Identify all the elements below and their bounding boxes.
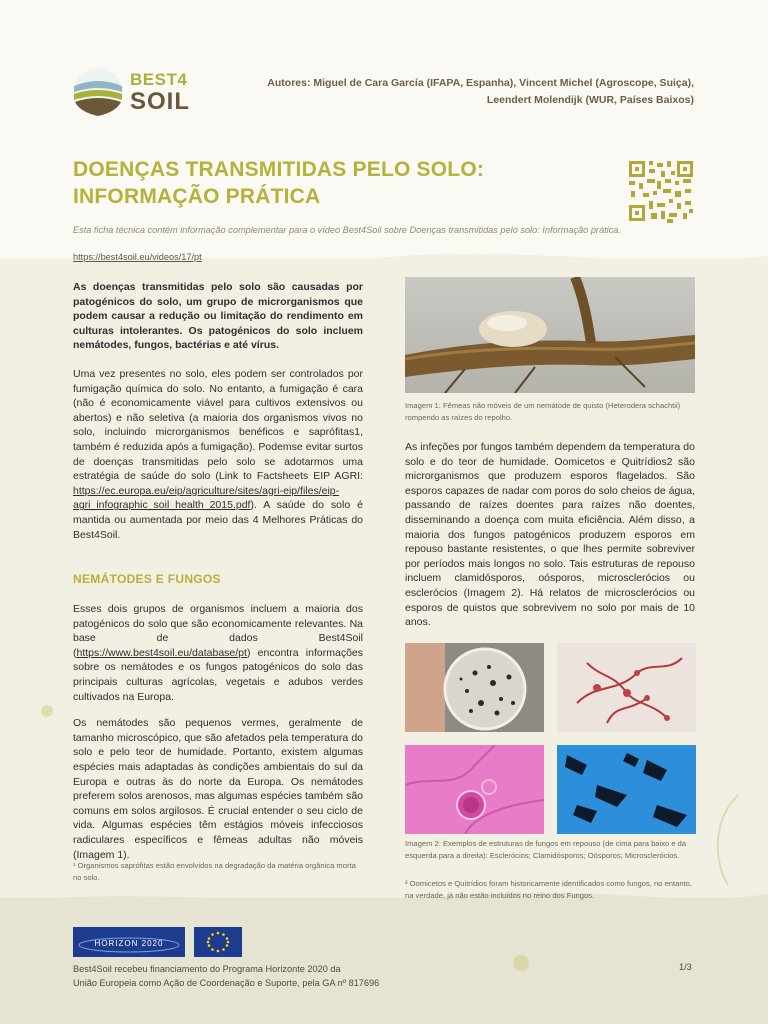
footnote-1: ¹ Organismos saprófitas estão envolvidos na degradação da matéria orgânica morta no solo.: [73, 861, 356, 882]
decorative-leaf: [708, 790, 748, 890]
horizon-2020-logo: [73, 927, 185, 957]
image-1-caption: Imagem 1: Fêmeas não móveis de um nemátode de quisto (Heterodera schachtii) rompendo as raízes do repolho.: [405, 401, 681, 422]
nematode-cyst-image: [405, 277, 695, 393]
page-number: 1/3: [679, 962, 692, 972]
paragraph-text: Uma vez presentes no solo, eles podem ser controlados por fumigação química do solo. No entanto, a fumigação é cara (não é economicamente viável para cultivos extensivos ou abertos) e não seletiva (a maioria dos organismos vivos no solo, incluindo microrganismos benéficos e saprófitas1, também é reduzida após a fumigação). Podemse evitar surtos de doenças transmitidas pelo solo se adotarmos uma estratégia de saúde do solo (Link to Factsheets EIP AGRI:: [73, 367, 363, 483]
horizon-2020-label: HORIZON 2020: [94, 939, 164, 948]
oospores-image: [405, 745, 544, 834]
left-column-section: [73, 602, 363, 874]
title-line: DOENÇAS TRANSMITIDAS PELO SOLO:: [73, 158, 485, 181]
funding-statement: [73, 962, 453, 990]
logo-soil-text: SOIL: [130, 88, 191, 115]
title-line: INFORMAÇÃO PRÁTICA: [73, 185, 321, 208]
lead-paragraph: As doenças transmitidas pelo solo são causadas por patogénicos do solo, um grupo de microrganismos que podem causar a redução ou limitação do rendimento em culturas intolerantes. Os patogénicos do solo incluem nemátodes, fungos, bactérias e até vírus.: [73, 281, 363, 352]
decorative-spot: [508, 950, 534, 976]
paragraph-nematodes: Os nemátodes são pequenos vermes, geralmente de tamanho microscópico, que são afetados pela temperatura do solo e pelo teor de humidade. Portanto, existem algumas espécies mais adaptadas às condições ambientais do sul da Europa e outras às do norte da Europa. Os nemátodes preferem solos arenosos, mas algumas espécies também são comuns em solos argilosos. É crucial entender o seu ciclo de vida. Algumas espécies têm estágios móveis infecciosos radiculares específicos e fêmeas adultas não móveis (Imagem 1).: [73, 717, 363, 861]
page-title: [73, 156, 573, 210]
chlamydospores-image: [557, 643, 696, 732]
footnote-2: ² Oomicetos e Quitrídios foram historicamente identificados como fungos, no entanto, na verdade, já não estão incluídos no reino dos Fungos.: [405, 879, 693, 900]
right-column-text: As infeções por fungos também dependem da temperatura do solo e do teor de humidade. Oomicetos e Quitrídios2 são microrganismos que produzem esporos flagelados. São esporos capazes de nadar com poros do solo cheios de água, passando de raízes doentes para raízes não doentes, disseminando a doença com muita eficiência. Além disso, a maioria dos fungos patogénicos produzem esporos em repouso bastante resistentes, o que lhes permite sobreviver por períodos mais longos no solo. Tais estruturas de repouso incluem clamidósporos, oósporos, microsclerócios ou esclerócios (Imagem 2). Há relatos de microsclerócios ou esporos de quistos que sobrevivem no solo por mais de 10 anos.: [405, 441, 695, 629]
eip-agri-link[interactable]: https://ec.europa.eu/eip/agriculture/sites/agri-eip/files/eip-agri_infographic_soil_health_2015.pdf: [73, 484, 340, 512]
section-heading: NEMÁTODES E FUNGOS: [73, 572, 221, 586]
paragraph-database: [73, 602, 363, 704]
authors: [264, 75, 694, 109]
database-link[interactable]: https://www.best4soil.eu/database/pt: [76, 646, 247, 659]
video-link[interactable]: https://best4soil.eu/videos/17/pt: [73, 252, 202, 262]
eu-flag-icon: [194, 927, 242, 957]
sclerotia-petri-dish-image: [405, 643, 544, 732]
paragraph-text: Esses dois grupos de organismos incluem a maioria dos patogénicos do solo que são economicamente relevantes. Na base de dados Best4Soil (: [73, 603, 363, 659]
decorative-spot: [36, 700, 58, 722]
intro-text: Esta ficha técnica contém informação complementar para o vídeo Best4Soil sobre Doenças transmitidas pelo solo: Informação prática.: [73, 225, 621, 235]
paragraph-fumigation: [73, 367, 363, 542]
logo-best4-text: BEST4: [130, 70, 188, 89]
left-column: [73, 280, 363, 556]
qr-code-icon[interactable]: [627, 159, 695, 223]
funding-line: União Europeia como Ação de Coordenação e Suporte, pela GA nº 817696: [73, 978, 380, 988]
funding-line: Best4Soil recebeu financiamento do Programa Horizonte 2020 da: [73, 964, 341, 974]
paragraph-text: ). A saúde do solo é mantida ou aumentada por meio das 4 Melhores Práticas do Best4Soil.: [73, 499, 363, 541]
image-2-caption: Imagem 2: Exemplos de estruturas de fungos em repouso (de cima para baixo e da esquerda para a direita): Esclerócios; Clamidósporos; Oósporos; Microsclerócios.: [405, 839, 687, 860]
authors-line: Autores: Miguel de Cara García (IFAPA, Espanha), Vincent Michel (Agroscope, Suiça),: [267, 77, 694, 89]
paragraph-text: ) encontra informações sobre os nemátodes e os fungos patogénicos do solo das principais culturas agrícolas, vegetais e adubos verdes cultivados na Europa.: [73, 646, 363, 703]
authors-line: Leendert Molendijk (WUR, Países Baixos): [486, 94, 694, 106]
microsclerotia-image: [557, 745, 696, 834]
